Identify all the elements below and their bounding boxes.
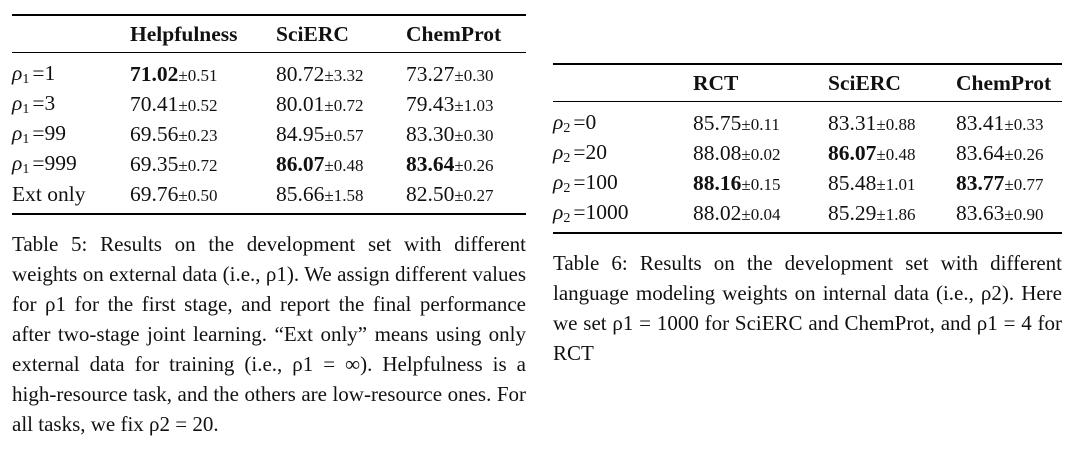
rho-symbol: $\rho_1$: [12, 120, 30, 147]
cell-std: ±0.50: [178, 185, 218, 205]
cell-std: ±0.51: [178, 65, 218, 85]
rho-value: 100: [585, 169, 618, 194]
table-row: [12, 53, 526, 90]
cell-std: ±0.26: [1004, 144, 1044, 164]
rho-value: 3: [44, 90, 56, 115]
row-label: [12, 119, 130, 149]
cell-value: 69.56: [130, 121, 179, 146]
cell-std: ±1.86: [876, 204, 916, 224]
row-label: [12, 89, 130, 119]
rho-symbol: $\rho_2$: [553, 109, 571, 136]
row-label: [553, 198, 693, 233]
cell-value: 86.07: [276, 151, 325, 176]
rho-value: 1: [44, 60, 56, 85]
cell-value: 85.66: [276, 181, 325, 206]
rho-subscript: 2: [563, 120, 571, 136]
rho-value: 99: [44, 120, 66, 145]
cell-std: ±0.48: [324, 155, 364, 175]
rho-subscript: 1: [22, 71, 30, 87]
table-cell: [828, 138, 956, 168]
table-cell: [828, 198, 956, 233]
cell-value: 86.07: [828, 140, 877, 165]
cell-value: 85.48: [828, 170, 877, 195]
table-cell: [130, 119, 276, 149]
equals-sign: =: [32, 120, 45, 145]
cell-std: ±0.02: [741, 144, 781, 164]
rho-value: 1000: [585, 199, 629, 224]
table-header-row: [12, 15, 526, 53]
cell-std: ±1.01: [876, 174, 916, 194]
cell-value: 80.01: [276, 91, 325, 116]
table-cell: [406, 53, 526, 90]
cell-std: ±0.90: [1004, 204, 1044, 224]
table-cell: [276, 179, 406, 214]
table-row: [12, 179, 526, 214]
cell-value: 83.77: [956, 170, 1005, 195]
cell-value: 83.64: [956, 140, 1005, 165]
table-cell: [406, 119, 526, 149]
table-cell: [956, 138, 1062, 168]
header-empty: [12, 15, 130, 53]
header-chemprot: ChemProt: [956, 64, 1062, 102]
table-5-caption: [12, 229, 526, 439]
row-label: [12, 53, 130, 90]
cell-value: 85.29: [828, 200, 877, 225]
table-cell: [693, 138, 828, 168]
row-label-text: Ext only: [12, 181, 86, 206]
rho-symbol: $\rho_1$: [12, 90, 30, 117]
cell-value: 83.63: [956, 200, 1005, 225]
cell-value: 88.16: [693, 170, 742, 195]
table-cell: [693, 198, 828, 233]
cell-std: ±0.15: [741, 174, 781, 194]
table-cell: [276, 119, 406, 149]
cell-value: 82.50: [406, 181, 455, 206]
rho-value: 999: [44, 150, 77, 175]
header-empty: [553, 64, 693, 102]
table-cell: [693, 168, 828, 198]
cell-value: 70.41: [130, 91, 179, 116]
cell-std: ±0.57: [324, 125, 364, 145]
results-table-6: [553, 63, 1062, 234]
cell-value: 83.30: [406, 121, 455, 146]
rho-subscript: 2: [563, 150, 571, 166]
table-cell: [130, 89, 276, 119]
cell-std: ±0.77: [1004, 174, 1044, 194]
rho-symbol: $\rho_2$: [553, 169, 571, 196]
cell-std: ±0.26: [454, 155, 494, 175]
cell-value: 85.75: [693, 110, 742, 135]
rho-subscript: 2: [563, 210, 571, 226]
cell-std: ±0.04: [741, 204, 781, 224]
cell-value: 83.31: [828, 110, 877, 135]
table-body: [12, 53, 526, 215]
table-cell: [956, 198, 1062, 233]
table-row: [553, 168, 1062, 198]
table-cell: [828, 168, 956, 198]
table-cell: [406, 149, 526, 179]
cell-std: ±0.72: [178, 155, 218, 175]
table-cell: [406, 179, 526, 214]
table-6-caption: [553, 248, 1062, 368]
table-header-row: [553, 64, 1062, 102]
cell-std: ±1.03: [454, 95, 494, 115]
table-cell: [130, 179, 276, 214]
table-cell: [276, 89, 406, 119]
table-row: [553, 138, 1062, 168]
header-rct: RCT: [693, 64, 828, 102]
header-scierc: SciERC: [276, 15, 406, 53]
rho-subscript: 2: [563, 180, 571, 196]
rho-symbol: $\rho_1$: [12, 150, 30, 177]
table-row: [12, 89, 526, 119]
header-scierc: SciERC: [828, 64, 956, 102]
cell-std: ±0.23: [178, 125, 218, 145]
rho-subscript: 1: [22, 101, 30, 117]
cell-std: ±0.88: [876, 114, 916, 134]
table-cell: [276, 149, 406, 179]
table-cell: [406, 89, 526, 119]
equals-sign: =: [32, 90, 45, 115]
rho-value: 20: [585, 139, 607, 164]
cell-std: ±3.32: [324, 65, 364, 85]
cell-value: 88.08: [693, 140, 742, 165]
row-label: [12, 179, 130, 214]
table-cell: [828, 102, 956, 139]
table-cell: [693, 102, 828, 139]
cell-std: ±0.52: [178, 95, 218, 115]
rho-value: 0: [585, 109, 597, 134]
equals-sign: =: [573, 139, 586, 164]
header-helpfulness: Helpfulness: [130, 15, 276, 53]
table-6-block: [553, 63, 1062, 368]
cell-value: 69.76: [130, 181, 179, 206]
cell-std: ±0.72: [324, 95, 364, 115]
cell-value: 84.95: [276, 121, 325, 146]
cell-value: 73.27: [406, 61, 455, 86]
rho-subscript: 1: [22, 161, 30, 177]
cell-value: 83.41: [956, 110, 1005, 135]
caption-text: Table 6: Results on the development set with different language modeling weights on internal data (i.e., ρ2). Here we set ρ1 = 1000 for SciERC and ChemProt, and ρ1 = 4 for RCT: [553, 251, 1062, 365]
table-body: [553, 102, 1062, 234]
cell-value: 79.43: [406, 91, 455, 116]
cell-value: 83.64: [406, 151, 455, 176]
row-label: [553, 102, 693, 139]
cell-std: ±1.58: [324, 185, 364, 205]
equals-sign: =: [32, 60, 45, 85]
equals-sign: =: [573, 109, 586, 134]
rho-subscript: 1: [22, 131, 30, 147]
table-row: [553, 102, 1062, 139]
table-row: [12, 119, 526, 149]
cell-std: ±0.48: [876, 144, 916, 164]
equals-sign: =: [32, 150, 45, 175]
cell-std: ±0.11: [741, 114, 780, 134]
rho-symbol: $\rho_2$: [553, 139, 571, 166]
table-cell: [130, 149, 276, 179]
cell-value: 80.72: [276, 61, 325, 86]
caption-text: Table 5: Results on the development set with different weights on external data (i.e., ρ1). We assign different values for ρ1 for the first stage, and report the final performance after two-stage joint learning. “Ext only” means using only external data for training (i.e., ρ1 = ∞). Helpfulness is a high-resource task, and the others are low-resource ones. For all tasks, we fix ρ2 = 20.: [12, 232, 526, 436]
equals-sign: =: [573, 199, 586, 224]
equals-sign: =: [573, 169, 586, 194]
cell-value: 88.02: [693, 200, 742, 225]
header-chemprot: ChemProt: [406, 15, 526, 53]
cell-std: ±0.27: [454, 185, 494, 205]
row-label: [553, 138, 693, 168]
cell-std: ±0.33: [1004, 114, 1044, 134]
results-table-5: [12, 14, 526, 215]
table-5-block: [12, 14, 526, 439]
cell-value: 69.35: [130, 151, 179, 176]
table-cell: [130, 53, 276, 90]
row-label: [12, 149, 130, 179]
table-row: [553, 198, 1062, 233]
rho-symbol: $\rho_2$: [553, 199, 571, 226]
row-label: [553, 168, 693, 198]
cell-std: ±0.30: [454, 125, 494, 145]
cell-value: 71.02: [130, 61, 179, 86]
rho-symbol: $\rho_1$: [12, 60, 30, 87]
table-row: [12, 149, 526, 179]
cell-std: ±0.30: [454, 65, 494, 85]
table-cell: [956, 102, 1062, 139]
table-cell: [276, 53, 406, 90]
table-cell: [956, 168, 1062, 198]
